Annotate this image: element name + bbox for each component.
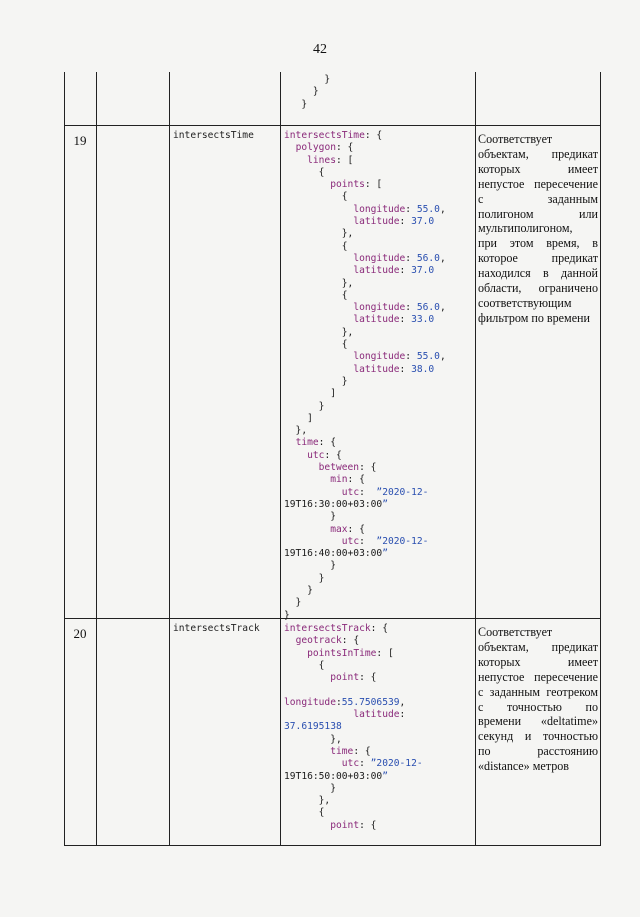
description-line: находился в данной <box>478 266 598 281</box>
description-line: непустое пересечение <box>478 669 598 684</box>
description-line: Соответствует <box>478 625 553 639</box>
description-line: с точностью по <box>478 699 598 714</box>
description-line: Соответствует <box>478 132 553 146</box>
table-border-right <box>600 72 601 846</box>
description-line: объектам, предикат <box>478 639 598 654</box>
code-example: intersectsTrack: { geotrack: { pointsInTime: [ { point: { longitude:55.7506539, latitude: 37.6195138 }, time: { utc: ”2020-12- 19T16:50:00+03:00” } }, { point: { <box>284 623 423 831</box>
column-divider <box>475 72 476 846</box>
description-line: объектам, предикат <box>478 146 598 161</box>
description-line: которое предикат <box>478 251 598 266</box>
operator-description <box>478 625 598 774</box>
description-line: которых имеет <box>478 654 598 669</box>
description-line: с заданным геотреком <box>478 684 598 699</box>
operator-name: intersectsTime <box>173 130 254 141</box>
description-line: соответствующим <box>478 295 572 310</box>
description-line: при этом время, в <box>478 236 598 251</box>
operators-table <box>64 72 601 846</box>
row-number: 20 <box>73 626 87 641</box>
table-border-bottom <box>64 845 601 846</box>
description-line: непустое пересечение <box>478 176 598 191</box>
description-line: «distance» метров <box>478 759 569 774</box>
description-line: полигоном или <box>478 206 598 221</box>
column-divider <box>169 72 170 846</box>
description-line: мультиполигоном, <box>478 221 573 236</box>
row-number: 19 <box>73 133 87 148</box>
column-divider <box>96 72 97 846</box>
operator-description <box>478 132 598 326</box>
description-line: с заданным <box>478 191 598 206</box>
description-line: времени «deltatime» <box>478 714 598 729</box>
table-border-left <box>64 72 65 846</box>
description-line: которых имеет <box>478 161 598 176</box>
row-divider <box>64 125 601 126</box>
description-line: секунд и точностью <box>478 729 598 744</box>
page-number: 42 <box>313 42 327 57</box>
description-line: фильтром по времени <box>478 310 591 325</box>
continuation-code: } } } <box>301 74 331 110</box>
description-line: по расстоянию <box>478 744 598 759</box>
code-example: intersectsTime: { polygon: { lines: [ { points: [ { longitude: 55.0, latitude: 37.0 }, { longitude: 56.0, latitude: 37.0 }, { longitude: 56.0, latitude: 33.0 }, { longitude: 55.0, latitude: 38.0 } ] } ] }, time: { utc: { between: { min: { utc: ”2020-12- 19T16:30:00+03:00” } max: { utc: ”2020-12- 19T16:40:00+03:00” } } } } } <box>284 130 446 621</box>
operator-name: intersectsTrack <box>173 623 260 634</box>
column-divider <box>280 72 281 846</box>
description-line: области, ограничено <box>478 281 598 296</box>
